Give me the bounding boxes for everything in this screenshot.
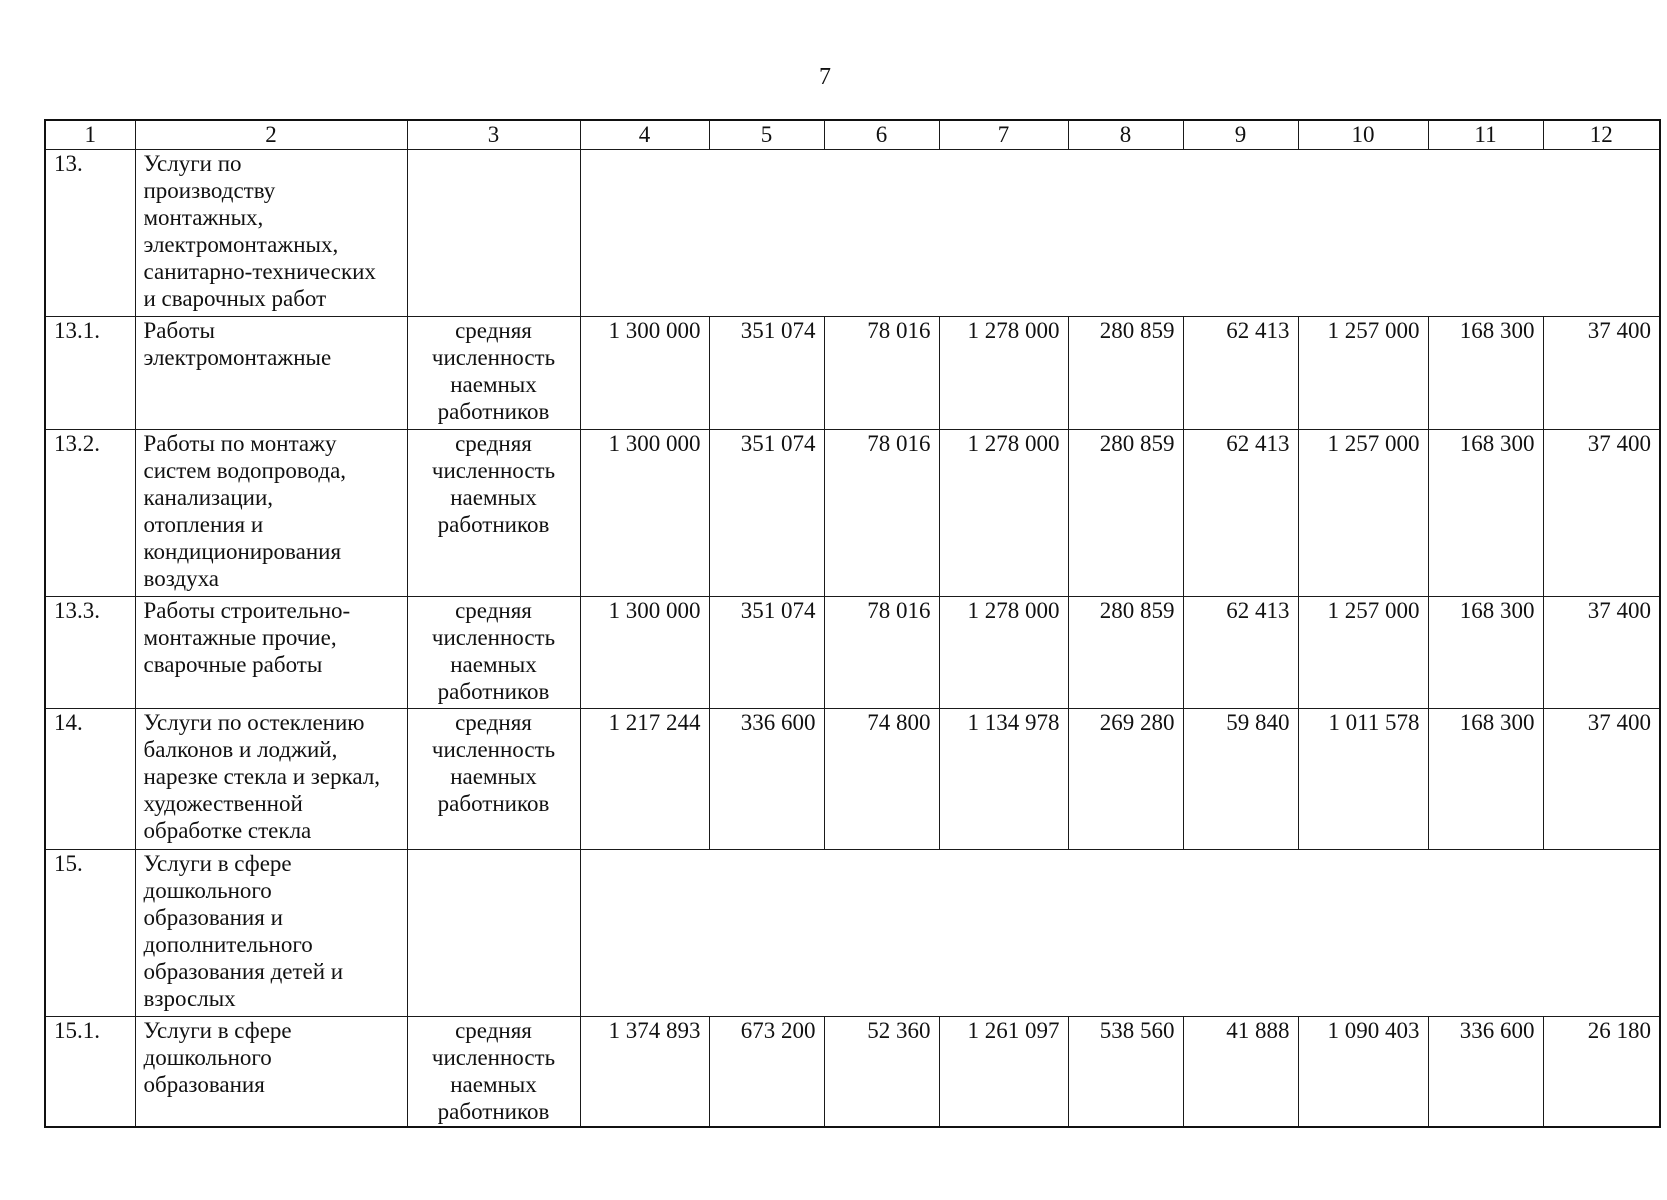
header-cell: 8 — [1068, 120, 1183, 150]
row-number: 13. — [45, 150, 135, 317]
header-cell: 12 — [1543, 120, 1660, 150]
value-cell: 280 859 — [1068, 317, 1183, 430]
value-cell: 168 300 — [1428, 709, 1543, 850]
value-cell: 1 278 000 — [939, 430, 1068, 597]
header-cell: 3 — [407, 120, 580, 150]
value-cell: 1 217 244 — [580, 709, 709, 850]
value-cell: 62 413 — [1183, 317, 1298, 430]
value-cell: 1 278 000 — [939, 597, 1068, 709]
table-row — [45, 597, 1660, 709]
merged-empty-cell — [580, 850, 1660, 1017]
value-cell: 78 016 — [824, 430, 939, 597]
row-unit: средняя численность наемных работников — [407, 1017, 580, 1127]
value-cell: 78 016 — [824, 317, 939, 430]
row-unit: средняя численность наемных работников — [407, 597, 580, 709]
value-cell: 1 278 000 — [939, 317, 1068, 430]
row-number: 15.1. — [45, 1017, 135, 1127]
value-cell: 336 600 — [709, 709, 824, 850]
table-row — [45, 1017, 1660, 1127]
table-row — [45, 709, 1660, 850]
value-cell: 37 400 — [1543, 597, 1660, 709]
value-cell: 41 888 — [1183, 1017, 1298, 1127]
row-name: Работы электромонтажные — [135, 317, 407, 430]
row-name: Услуги по производству монтажных, электромонтажных, санитарно-технических и сварочных работ — [135, 150, 407, 317]
table-row — [45, 430, 1660, 597]
value-cell: 673 200 — [709, 1017, 824, 1127]
value-cell: 62 413 — [1183, 597, 1298, 709]
value-cell: 37 400 — [1543, 430, 1660, 597]
table-row — [45, 850, 1660, 1017]
value-cell: 1 300 000 — [580, 597, 709, 709]
row-number: 13.2. — [45, 430, 135, 597]
row-number: 13.3. — [45, 597, 135, 709]
value-cell: 269 280 — [1068, 709, 1183, 850]
value-cell: 62 413 — [1183, 430, 1298, 597]
value-cell: 336 600 — [1428, 1017, 1543, 1127]
value-cell: 168 300 — [1428, 430, 1543, 597]
table-row — [45, 317, 1660, 430]
value-cell: 280 859 — [1068, 597, 1183, 709]
value-cell: 1 257 000 — [1298, 317, 1428, 430]
header-cell: 10 — [1298, 120, 1428, 150]
data-table — [44, 119, 1661, 1128]
header-cell: 2 — [135, 120, 407, 150]
header-cell: 11 — [1428, 120, 1543, 150]
row-unit: средняя численность наемных работников — [407, 430, 580, 597]
value-cell: 538 560 — [1068, 1017, 1183, 1127]
value-cell: 1 261 097 — [939, 1017, 1068, 1127]
header-cell: 9 — [1183, 120, 1298, 150]
value-cell: 168 300 — [1428, 317, 1543, 430]
row-name: Работы строительно- монтажные прочие, сварочные работы — [135, 597, 407, 709]
value-cell: 37 400 — [1543, 317, 1660, 430]
row-number: 15. — [45, 850, 135, 1017]
value-cell: 351 074 — [709, 597, 824, 709]
value-cell: 1 011 578 — [1298, 709, 1428, 850]
row-name: Услуги по остеклению балконов и лоджий, нарезке стекла и зеркал, художественной обработке стекла — [135, 709, 407, 850]
value-cell: 1 300 000 — [580, 430, 709, 597]
value-cell: 78 016 — [824, 597, 939, 709]
value-cell: 26 180 — [1543, 1017, 1660, 1127]
row-name: Работы по монтажу систем водопровода, канализации, отопления и кондиционирования воздуха — [135, 430, 407, 597]
value-cell: 1 257 000 — [1298, 597, 1428, 709]
value-cell: 1 134 978 — [939, 709, 1068, 850]
page-number: 7 — [819, 64, 831, 90]
value-cell: 1 374 893 — [580, 1017, 709, 1127]
table-row — [45, 150, 1660, 317]
row-unit: средняя численность наемных работников — [407, 709, 580, 850]
value-cell: 1 300 000 — [580, 317, 709, 430]
value-cell: 59 840 — [1183, 709, 1298, 850]
value-cell: 351 074 — [709, 430, 824, 597]
header-cell: 1 — [45, 120, 135, 150]
value-cell: 280 859 — [1068, 430, 1183, 597]
value-cell: 52 360 — [824, 1017, 939, 1127]
row-unit — [407, 850, 580, 1017]
value-cell: 351 074 — [709, 317, 824, 430]
header-cell: 7 — [939, 120, 1068, 150]
row-unit — [407, 150, 580, 317]
value-cell: 1 090 403 — [1298, 1017, 1428, 1127]
row-unit: средняя численность наемных работников — [407, 317, 580, 430]
row-number: 13.1. — [45, 317, 135, 430]
header-cell: 4 — [580, 120, 709, 150]
value-cell: 74 800 — [824, 709, 939, 850]
row-name: Услуги в сфере дошкольного образования и дополнительного образования детей и взрослых — [135, 850, 407, 1017]
value-cell: 1 257 000 — [1298, 430, 1428, 597]
header-row — [45, 120, 1660, 150]
value-cell: 168 300 — [1428, 597, 1543, 709]
row-name: Услуги в сфере дошкольного образования — [135, 1017, 407, 1127]
row-number: 14. — [45, 709, 135, 850]
value-cell: 37 400 — [1543, 709, 1660, 850]
header-cell: 6 — [824, 120, 939, 150]
header-cell: 5 — [709, 120, 824, 150]
merged-empty-cell — [580, 150, 1660, 317]
